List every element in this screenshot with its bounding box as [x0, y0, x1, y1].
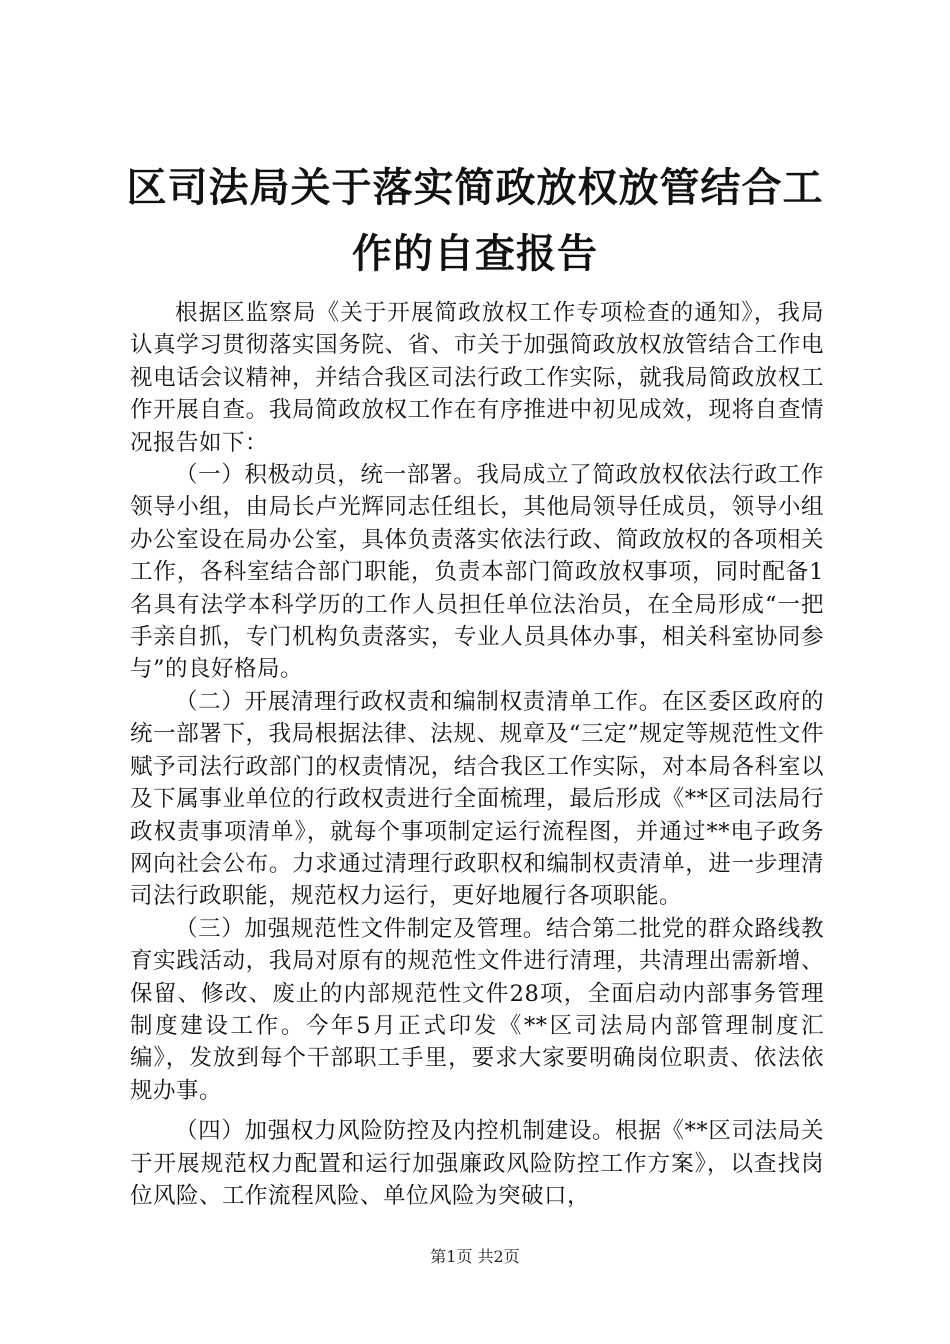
document-body [130, 297, 824, 1212]
paragraph-section-3: （三）加强规范性文件制定及管理。结合第二批党的群众路线教育实践活动，我局对原有的规范性文件进行清理，共清理出需新增、保留、修改、废止的内部规范性文件28项，全面启动内部事务管理制度建设工作。今年5月正式印发《**区司法局内部管理制度汇编》，发放到每个干部职工手里，要求大家要明确岗位职责、依法依规办事。 [130, 915, 824, 1104]
paragraph-section-4: （四）加强权力风险防控及内控机制建设。根据《**区司法局关于开展规范权力配置和运行加强廉政风险防控工作方案》，以查找岗位风险、工作流程风险、单位风险为突破口， [130, 1118, 824, 1209]
document-title: 区司法局关于落实简政放权放管结合工作的自查报告 [126, 164, 824, 277]
paragraph-section-2: （二）开展清理行政权责和编制权责清单工作。在区委区政府的统一部署下，我局根据法律、法规、规章及“三定”规定等规范性文件赋予司法行政部门的权责情况，结合我区工作实际，对本局各科室以及下属事业单位的行政权责进行全面梳理，最后形成《**区司法局行政权责事项清单》，就每个事项制定运行流程图，并通过**电子政务网向社会公布。力求通过清理行政职权和编制权责清单，进一步理清司法行政职能，规范权力运行，更好地履行各项职能。 [130, 688, 824, 910]
page-number-footer: 第1页 共2页 [430, 1247, 520, 1266]
paragraph-section-1: （一）积极动员，统一部署。我局成立了简政放权依法行政工作领导小组，由局长卢光辉同志任组长，其他局领导任成员，领导小组办公室设在局办公室，具体负责落实依法行政、简政放权的各项相关工作，各科室结合部门职能，负责本部门简政放权事项，同时配备1名具有法学本科学历的工作人员担任单位法治员，在全局形成“一把手亲自抓，专门机构负责落实，专业人员具体办事，相关科室协同参与”的良好格局。 [130, 462, 824, 683]
paragraph-intro: 根据区监察局《关于开展简政放权工作专项检查的通知》，我局认真学习贯彻落实国务院、省、市关于加强简政放权放管结合工作电视电话会议精神，并结合我区司法行政工作实际，就我局简政放权工作开展自查。我局简政放权工作在有序推进中初见成效，现将自查情况报告如下： [130, 300, 824, 456]
